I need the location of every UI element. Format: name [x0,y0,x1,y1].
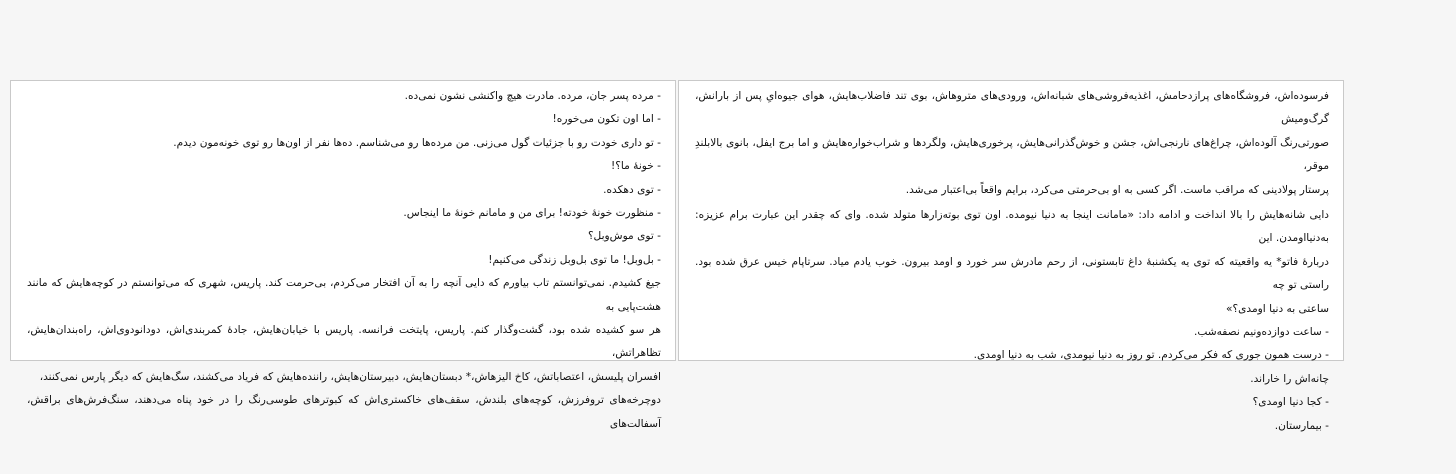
text-line: چانه‌اش را خاراند. [1250,372,1329,385]
text-line: - بل‌وبل! ما توی بل‌وبل زندگی می‌کنیم! [488,253,661,266]
page-right [678,80,1344,432]
text-line: دایی شانه‌هایش را بالا انداخت و ادامه داد: «مامانت اینجا به دنیا نیومده. اون توی بوته‌زارها متولد شده. وای که چقدر این عبارت برام عزیزه: به‌دنیااومدن. این [695,209,1329,245]
text-line: فرسوده‌اش، فروشگاه‌های پرازدحامش، اغذیه‌فروشی‌های شبانه‌اش، ورودی‌های متروهاش، بوی تند فاضلاب‌هایش، هوای جیوه‌ایِ پس از بارانش، گرگ‌ومیش [695,90,1329,126]
book-spread [10,80,1344,432]
text-line: - ساعت دوازده‌ونیم نصفه‌شب. [1193,326,1329,339]
text-line: - بیمارستان. [1274,419,1329,432]
text-line: ساعتی به دنیا اومدی؟» [1226,302,1329,315]
text-line: صورتی‌رنگ آلوده‌اش، چراغ‌های نارنجی‌اش، جشن و خوش‌گذرانی‌هایش، پرخوری‌هایش، ولگردها و شراب‌خواره‌هایش و اما برج ایفل، بانوی بالابلندِ موقر، [695,136,1329,173]
text-line: - توی دهکده. [603,183,661,196]
text-line: دوچرخه‌های تروفرزش، کوچه‌های بلندش، سقف‌های خاکستری‌اش که کبوترهای طوسی‌رنگ را در خود پناه می‌دهند، سنگ‌فرش‌های براقش، آسفالت‌های [27,394,661,430]
text-line: - منظورت خونهٔ خودته! برای من و مامانم خونهٔ ما اینجاس. [403,207,661,220]
text-line: افسران پلیسش، اعتصاباتش، کاخ الیزهاش،* دبستان‌هایش، دبیرستان‌هایش، راننده‌هایش که فریاد می‌کشند، سگ‌هایش که دیگر پارس نمی‌کنند، [39,370,661,383]
text-line: جیغ کشیدم. نمی‌توانستم تاب بیاورم که دایی آنچه را به آن افتخار می‌کردم، بی‌حرمت کند. پاریس، شهری که می‌توانستم در کوچه‌هایش که مانند هشت‌پایی به [27,277,661,313]
text-line: - توی موش‌وبل؟ [587,230,661,243]
text-line: - مرده پسر جان، مرده. مادرت هیچ واکنشی نشون نمی‌ده. [404,90,661,102]
text-line: دربارهٔ فاتو* یه واقعیته که توی یه یکشنبهٔ داغ تابستونی، از رحم مادرش سر خورد و اومد بیرون. خوب یادم میاد. سرتاپام خیس عرق شده بود. راستی تو چه [695,255,1329,292]
page-left [10,80,676,430]
text-line: - درست همون جوری که فکر می‌کردم. تو روز به دنیا نیومدی، شب به دنیا اومدی. [973,349,1329,362]
text-line: - تو داری خودت رو با جزئیات گول می‌زنی. من مرده‌ها رو می‌شناسم. ده‌ها نفر از اون‌ها رو توی خونه‌مون دیدم. [173,136,661,149]
text-line: هر سو کشیده شده بود، گشت‌وگذار کنم. پاریس، پایتخت فرانسه. پاریس با خیابان‌هایش، جادهٔ کمربندی‌اش، دودانودوی‌اش، راه‌بندان‌هایش، تظاهراتش، [27,324,661,360]
text-line: - خونهٔ ما؟! [611,160,661,173]
text-line: پرستار پولادینی که مراقب ماست. اگر کسی به او بی‌حرمتی می‌کرد، برایم واقعاً بی‌اعتبار می‌شد. [905,183,1329,196]
text-line: - اما اون تکون می‌خوره! [552,113,661,126]
text-line: - کجا دنیا اومدی؟ [1252,396,1329,409]
